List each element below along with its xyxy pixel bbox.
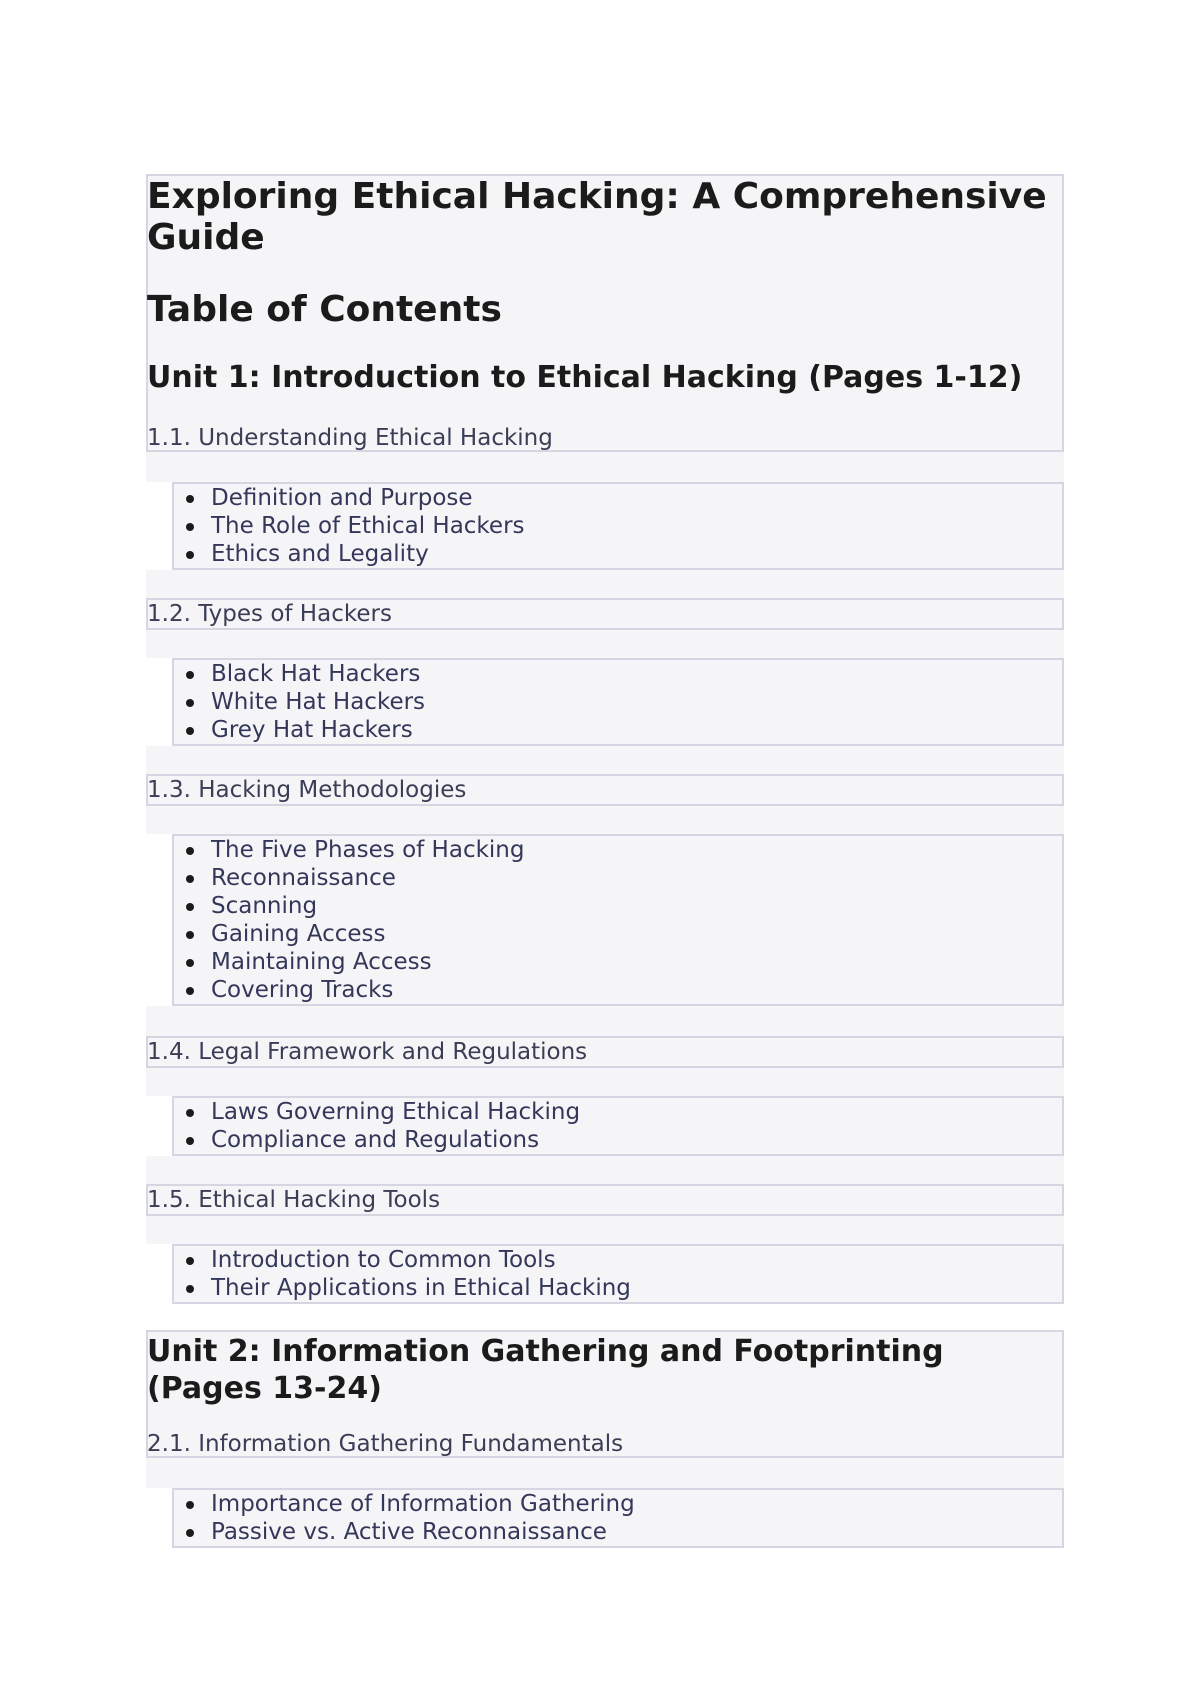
unit-1-heading: Unit 1: Introduction to Ethical Hacking (Pages 1-12) [147, 360, 1023, 395]
list-item: Scanning [172, 892, 1062, 920]
bullet-icon [186, 959, 194, 967]
section-1-1-title: 1.1. Understanding Ethical Hacking [147, 425, 553, 451]
list-item: Grey Hat Hackers [172, 716, 1062, 744]
section-2-1-title: 2.1. Information Gathering Fundamentals [147, 1431, 624, 1457]
section-1-2-list [172, 660, 1062, 744]
bullet-icon [186, 931, 194, 939]
toc-heading: Table of Contents [147, 289, 502, 330]
list-item: Introduction to Common Tools [172, 1246, 1062, 1274]
unit-2-heading-line-1: Unit 2: Information Gathering and Footprinting [147, 1334, 944, 1369]
section-1-2-title: 1.2. Types of Hackers [147, 601, 392, 627]
bullet-icon [186, 523, 194, 531]
list-item: Gaining Access [172, 920, 1062, 948]
list-item: Maintaining Access [172, 948, 1062, 976]
section-1-5-title: 1.5. Ethical Hacking Tools [147, 1187, 441, 1213]
list-item: Passive vs. Active Reconnaissance [172, 1518, 1062, 1546]
list-item: Ethics and Legality [172, 540, 1062, 568]
bullet-icon [186, 987, 194, 995]
bullet-icon [186, 671, 194, 679]
section-1-5-list [172, 1246, 1062, 1302]
bullet-icon [186, 903, 194, 911]
section-2-1-list [172, 1490, 1062, 1546]
list-item: The Role of Ethical Hackers [172, 512, 1062, 540]
bullet-icon [186, 727, 194, 735]
document-title-line-2: Guide [147, 217, 265, 258]
bullet-icon [186, 699, 194, 707]
list-item: Compliance and Regulations [172, 1126, 1062, 1154]
list-item: Their Applications in Ethical Hacking [172, 1274, 1062, 1302]
section-1-4-title: 1.4. Legal Framework and Regulations [147, 1039, 588, 1065]
bullet-icon [186, 551, 194, 559]
bullet-icon [186, 1257, 194, 1265]
bullet-icon [186, 875, 194, 883]
bullet-icon [186, 1501, 194, 1509]
section-1-4-list [172, 1098, 1062, 1154]
list-item: Importance of Information Gathering [172, 1490, 1062, 1518]
document-title-line-1: Exploring Ethical Hacking: A Comprehensive [147, 176, 1047, 217]
list-item: Covering Tracks [172, 976, 1062, 1004]
list-item: Reconnaissance [172, 864, 1062, 892]
section-1-1-list [172, 484, 1062, 568]
bullet-icon [186, 1109, 194, 1117]
bullet-icon [186, 1529, 194, 1537]
list-item: White Hat Hackers [172, 688, 1062, 716]
bullet-icon [186, 1285, 194, 1293]
list-item: The Five Phases of Hacking [172, 836, 1062, 864]
bullet-icon [186, 1137, 194, 1145]
unit-2-heading-line-2: (Pages 13-24) [147, 1371, 382, 1406]
section-1-3-title: 1.3. Hacking Methodologies [147, 777, 467, 803]
list-item: Laws Governing Ethical Hacking [172, 1098, 1062, 1126]
bullet-icon [186, 495, 194, 503]
section-1-3-list [172, 836, 1062, 1004]
list-item: Definition and Purpose [172, 484, 1062, 512]
list-item: Black Hat Hackers [172, 660, 1062, 688]
bullet-icon [186, 847, 194, 855]
